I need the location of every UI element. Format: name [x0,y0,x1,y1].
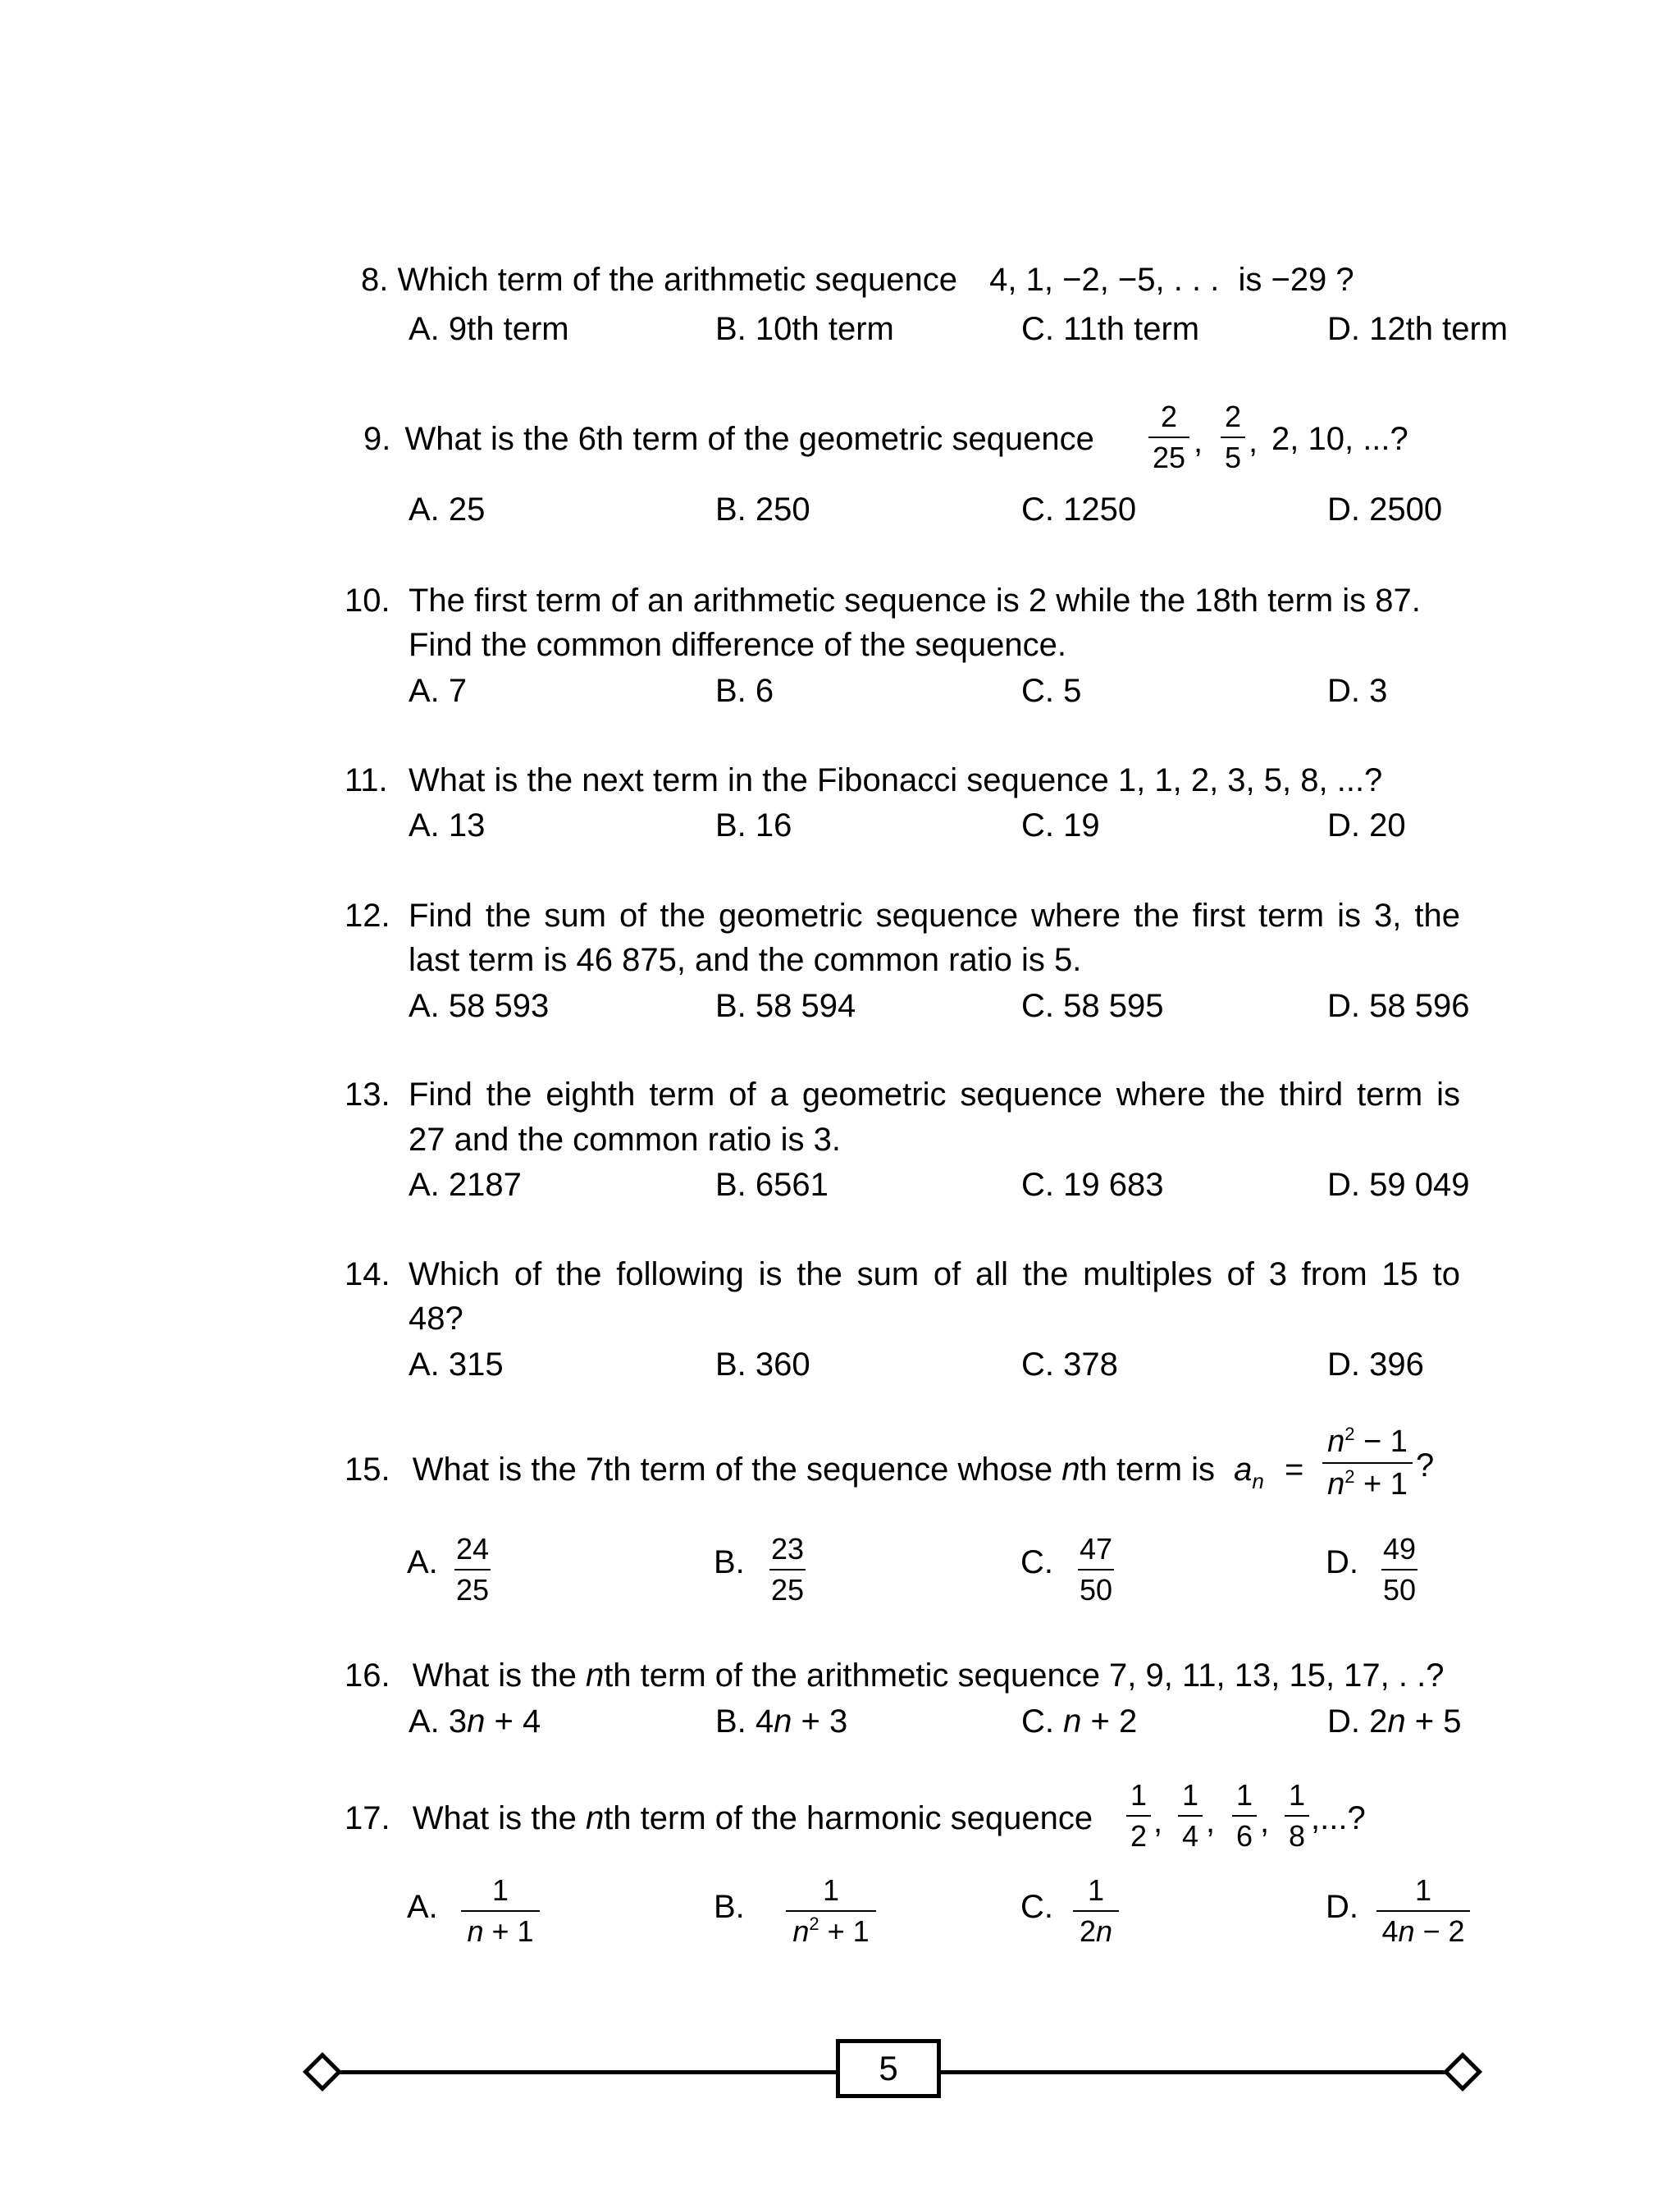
q12-option-c[interactable]: C. 58 595 [1021,988,1164,1024]
q9-comma-2: , [1249,423,1258,459]
q8-text: Which term of the arithmetic sequence [397,262,958,298]
q12-number: 12. [345,898,390,934]
q13-line-2: 27 and the common ratio is 3. [409,1122,841,1158]
q9-fraction-2-5: $\frac{2}{5}$ [1221,402,1245,473]
page-number: 5 [836,2039,941,2098]
q17-comma-2: , [1206,1804,1216,1840]
q12-line-2: last term is 46 875, and the common ratio is 5. [409,942,1082,978]
q8-stem [361,263,1354,296]
q8-option-a[interactable]: A. 9th term [409,311,569,347]
q12-line-1: Find the sum of the geometric sequence where the first term is 3, the [409,898,1460,934]
q17-comma-3: , [1260,1804,1270,1840]
q15-option-a[interactable]: A. $\frac{24}{25}$ [407,1532,490,1607]
q9-option-b[interactable]: B. 250 [715,491,810,528]
q9-option-c[interactable]: C. 1250 [1021,491,1137,528]
q13-option-c[interactable]: C. 19 683 [1021,1167,1164,1203]
q10-option-c[interactable]: C. 5 [1021,673,1082,709]
q12-option-a[interactable]: A. 58 593 [409,988,550,1024]
q9-option-d[interactable]: D. 2500 [1327,491,1443,528]
q15-option-c[interactable]: C. $\frac{47}{50}$ [1020,1532,1113,1607]
q13-number: 13. [345,1077,390,1113]
q11-option-b[interactable]: B. 16 [715,807,792,844]
q11-option-d[interactable]: D. 20 [1327,807,1406,844]
q13-line-1: Find the eighth term of a geometric sequence where the third term is [409,1077,1460,1113]
q10-line-2: Find the common difference of the sequence. [409,627,1066,663]
q10-option-b[interactable]: B. 6 [715,673,774,709]
q10-option-a[interactable]: A. 7 [409,673,468,709]
q15-formula-fraction: $\frac{n^2 - 1}{n^2 + 1}$ [1322,1426,1413,1500]
q10-line-1: The first term of an arithmetic sequence is 2 while the 18th term is 87. [409,583,1421,619]
q9-stem [363,423,1094,455]
q10-number: 10. [345,583,390,619]
q9-fraction-2-25: $\frac{2}{25}$ [1148,402,1189,473]
q14-line-1: Which of the following is the sum of all the multiples of 3 from 15 to [409,1256,1460,1292]
q17-fraction-1-2: $\frac{1}{2}$ [1126,1781,1151,1851]
q15-number: 15. [345,1452,390,1488]
q16-option-d[interactable]: D. 2n + 5 [1327,1703,1462,1740]
q9-text: What is the 6th term of the geometric sequence [404,421,1094,457]
q8-number: 8. [361,262,389,298]
q16-option-b[interactable]: B. 4n + 3 [715,1703,848,1740]
q17-option-c[interactable]: C. $\frac{1}{2n}$ [1020,1876,1135,1958]
footer-diamond-left-icon [303,2052,342,2092]
q16-number: 16. [345,1657,390,1694]
q11-number: 11. [345,762,388,798]
q17-tail: ,...? [1311,1800,1366,1836]
q15-question-mark: ? [1416,1447,1435,1484]
q14-number: 14. [345,1256,390,1292]
q12-option-d[interactable]: D. 58 596 [1327,988,1470,1024]
q9-option-a[interactable]: A. 25 [409,491,486,528]
q14-option-c[interactable]: C. 378 [1021,1346,1118,1383]
q17-stem: 17. What is the nth term of the harmonic sequence [345,1800,1093,1836]
q17-fraction-1-4: $\frac{1}{4}$ [1178,1781,1203,1851]
footer-diamond-right-icon [1443,2052,1482,2092]
q14-option-a[interactable]: A. 315 [409,1346,504,1383]
q16-stem: 16. What is the nth term of the arithmetic sequence 7, 9, 11, 13, 15, 17, . .? [345,1657,1445,1694]
q13-option-b[interactable]: B. 6561 [715,1167,829,1203]
q11-option-a[interactable]: A. 13 [409,807,486,844]
q9-number: 9. [363,421,391,457]
q17-comma-1: , [1153,1804,1163,1840]
q8-option-b[interactable]: B. 10th term [715,311,894,347]
q11-option-c[interactable]: C. 19 [1021,807,1100,844]
q8-option-c[interactable]: C. 11th term [1021,311,1200,347]
q13-option-d[interactable]: D. 59 049 [1327,1167,1470,1203]
q8-option-d[interactable]: D. 12th term [1327,311,1509,347]
q8-sequence: 4, 1, −2, −5, . . . [989,262,1220,298]
q11-line-1: What is the next term in the Fibonacci sequence 1, 1, 2, 3, 5, 8, ...? [409,762,1383,798]
q9-tail: 2, 10, ...? [1271,421,1408,457]
q17-option-a[interactable]: A. $\frac{1}{n + 1}$ [407,1876,555,1958]
q14-option-d[interactable]: D. 396 [1327,1346,1424,1383]
q17-fraction-1-6: $\frac{1}{6}$ [1232,1781,1257,1851]
q16-option-a[interactable]: A. 3n + 4 [409,1703,541,1740]
q15-option-b[interactable]: B. $\frac{23}{25}$ [714,1532,805,1607]
q17-fraction-1-8: $\frac{1}{8}$ [1285,1781,1309,1851]
q15-a-n: $a_n$ [1234,1452,1264,1493]
q15-option-d[interactable]: D. $\frac{49}{50}$ [1326,1532,1417,1607]
q17-option-d[interactable]: D. $\frac{1}{4n - 2}$ [1326,1876,1481,1958]
q12-option-b[interactable]: B. 58 594 [715,988,856,1024]
q15-stem: 15. What is the 7th term of the sequence whose nth term is $a_n$ = [345,1452,1304,1493]
q9-comma-1: , [1194,423,1203,459]
q8-tail: is −29 ? [1238,262,1354,298]
q14-option-b[interactable]: B. 360 [715,1346,810,1383]
q13-option-a[interactable]: A. 2187 [409,1167,522,1203]
q17-option-b[interactable]: B. $\frac{1}{n^2 + 1}$ [714,1876,878,1958]
q16-option-c[interactable]: C. n + 2 [1021,1703,1138,1740]
q10-option-d[interactable]: D. 3 [1327,673,1388,709]
q17-number: 17. [345,1800,390,1836]
q14-line-2: 48? [409,1301,463,1337]
